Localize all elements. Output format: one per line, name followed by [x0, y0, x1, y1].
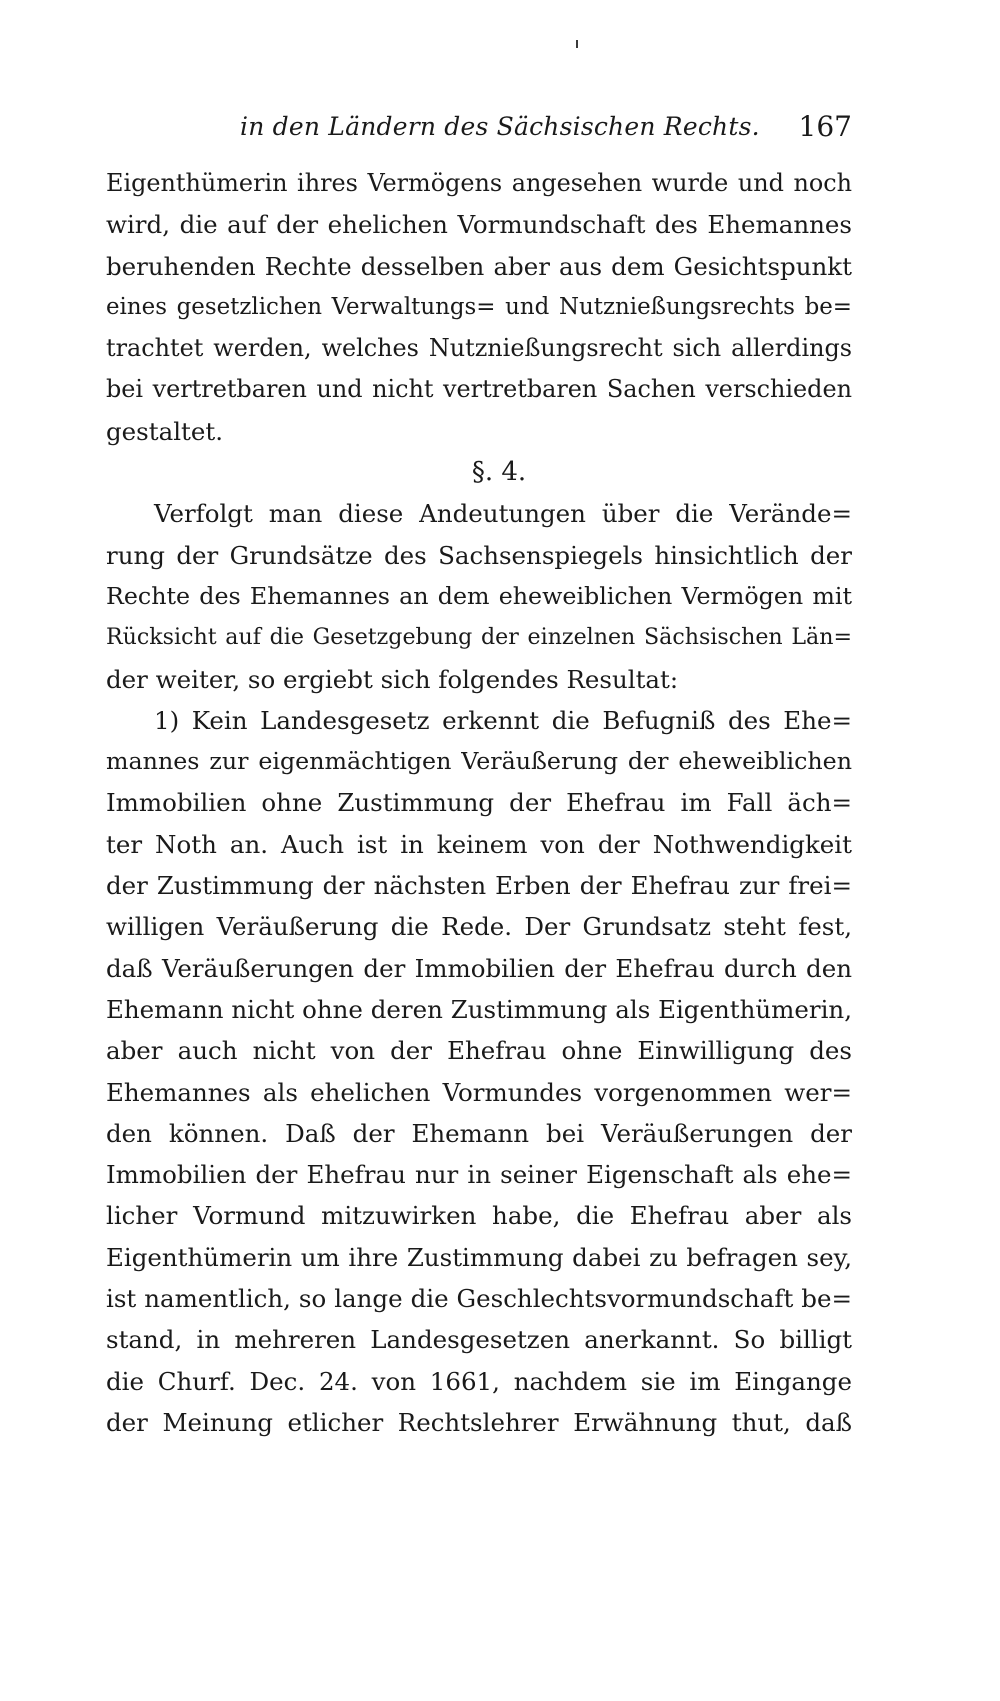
text-line: Eigenthümerin um ihre Zustimmung dabei zu befragen sey,	[106, 1242, 852, 1272]
text-line: wird, die auf der ehelichen Vormundschaft des Ehemannes	[106, 210, 852, 240]
running-title: in den Ländern des Sächsischen Rechts.	[240, 112, 760, 141]
text-line: Eigenthümerin ihres Vermögens angesehen wurde und noch	[106, 169, 852, 197]
text-line: rung der Grundsätze des Sachsenspiegels hinsichtlich der	[106, 540, 852, 570]
text-line: der Meinung etlicher Rechtslehrer Erwähnung thut, daß	[106, 1407, 852, 1437]
text-line: Immobilien der Ehefrau nur in seiner Eigenschaft als ehe=	[106, 1160, 852, 1190]
page-number: 167	[798, 110, 852, 143]
text-line: Ehemann nicht ohne deren Zustimmung als Eigenthümerin,	[106, 994, 852, 1024]
text-line: stand, in mehreren Landesgesetzen anerkannt. So billigt	[106, 1325, 852, 1355]
body-text	[106, 163, 852, 1443]
text-line: Ehemannes als ehelichen Vormundes vorgenommen wer=	[106, 1077, 852, 1107]
section-heading: §. 4.	[471, 457, 527, 488]
text-line: der Zustimmung der nächsten Erben der Ehefrau zur frei=	[106, 871, 852, 901]
text-line: aber auch nicht von der Ehefrau ohne Einwilligung des	[106, 1036, 852, 1066]
text-line: der weiter, so ergiebt sich folgendes Resultat:	[106, 664, 679, 694]
text-line: bei vertretbaren und nicht vertretbaren Sachen verschieden	[106, 375, 852, 404]
text-line: eines gesetzlichen Verwaltungs= und Nutznießungsrechts be=	[106, 293, 852, 320]
text-line: licher Vormund mitzuwirken habe, die Ehefrau aber als	[106, 1201, 852, 1231]
text-line: 1) Kein Landesgesetz erkennt die Befugniß des Ehe=	[154, 705, 852, 735]
text-line: Rechte des Ehemannes an dem eheweiblichen Vermögen mit	[106, 581, 852, 610]
text-line: Rücksicht auf die Gesetzgebung der einzelnen Sächsischen Län=	[106, 624, 852, 651]
text-line: die Churf. Dec. 24. von 1661, nachdem sie im Eingange	[106, 1366, 852, 1396]
text-line: willigen Veräußerung die Rede. Der Grundsatz steht fest,	[106, 912, 852, 942]
text-line: gestaltet.	[106, 416, 224, 446]
text-line: den können. Daß der Ehemann bei Veräußerungen der	[106, 1118, 852, 1148]
text-line: trachtet werden, welches Nutznießungsrecht sich allerdings	[106, 334, 852, 363]
text-line: daß Veräußerungen der Immobilien der Ehefrau durch den	[106, 953, 852, 983]
text-line: ist namentlich, so lange die Geschlechtsvormundschaft be=	[106, 1284, 852, 1314]
text-line: ter Noth an. Auch ist in keinem von der Nothwendigkeit	[106, 829, 852, 859]
text-line: mannes zur eigenmächtigen Veräußerung der eheweiblichen	[106, 747, 852, 776]
text-line: Verfolgt man diese Andeutungen über die Verände=	[154, 499, 852, 529]
page-header	[230, 112, 852, 152]
text-line: beruhenden Rechte desselben aber aus dem Gesichtspunkt	[106, 251, 852, 281]
text-line: Immobilien ohne Zustimmung der Ehefrau im Fall äch=	[106, 788, 852, 818]
page-speck	[576, 40, 578, 48]
